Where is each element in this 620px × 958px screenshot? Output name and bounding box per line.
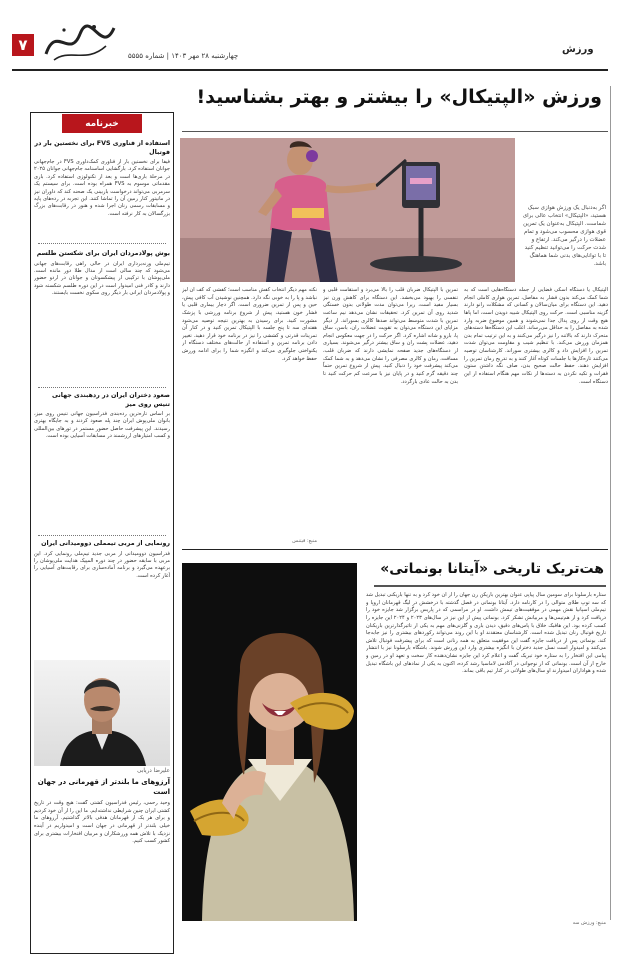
brief-divider	[38, 387, 166, 388]
brief-body: فدراسیون دوومیدانی از مربی جدید تیم‌ملی رونمایی کرد. این مربی با سابقه حضور در چند دوره المپیک هدایت ملی‌پوشان را برعهده می‌گیرد و برنامه آماده‌سازی برای رقابت‌های آسیایی را آغاز کرده است.	[34, 550, 170, 579]
brief-item	[34, 250, 170, 355]
page-side-rule	[610, 86, 611, 920]
brief-item	[34, 540, 170, 640]
logo-calligraphy-icon	[40, 18, 120, 68]
brief-title: صعود دختران ایران در ردهبندی جهانی تنیس روی میز	[52, 392, 170, 408]
second-headline: هت‌تریک تاریخی «آیتانا بونماتی»	[380, 561, 604, 577]
brief-title: استفاده از فناوری FVS برای نخستین بار در فوتبال	[34, 140, 170, 156]
header-divider	[12, 69, 608, 71]
second-headline-divider	[374, 585, 606, 587]
brief-title: رونمایی از مربی تیمملی دوومیدانی ایران	[41, 540, 170, 547]
second-article-credit: منبع: ورزش سه	[572, 920, 606, 926]
brief-item	[34, 392, 170, 502]
issue-date: چهارشنبه ۲۸ مهر ۱۴۰۳ | شماره ۵۵۵۵	[128, 52, 239, 60]
brief-body: بر اساس تازه‌ترین رده‌بندی فدراسیون جهانی تنیس روی میز، بانوان ملی‌پوش ایران چند پله صعود کردند و به جایگاه بهتری رسیدند. این پیشرفت حاصل حضور مستمر در تورهای بین‌المللی و کسب امتیازهای ارزشمند در مسابقات آسیایی بوده است.	[34, 411, 170, 440]
man-portrait-icon	[34, 660, 170, 766]
woman-holding-gold-boots-icon	[182, 563, 357, 921]
brief-body: فیفا برای نخستین بار از فناوری کمک‌داوری FVS در جام‌جهانی جوانان استفاده کرد. بازگشایی اساسنامه جام‌جهانی جوانان ۲۰۲۵ در مرحلهٔ بازی‌ها است و بعد از تکنولوژی استفاده کرد. بازی مقدماتی موسوم به FVS همراه بوده است. برای سیستم یک سرمربی می‌تواند درخواست بازبینی یک صحنه کند که داوران نیز در مانیتور کنار زمین آن را تماشا کنند. این تجربه در رده‌های پایه و مسابقات رسمی زنان اجرا شده و هنوز در رقابت‌های بزرگ بزرگسالان به کار نرفته است.	[34, 159, 170, 217]
headline-divider	[182, 131, 608, 132]
article-credit: منبع: فیتنس	[292, 538, 317, 544]
brief-item	[34, 140, 170, 218]
brief-title: بوش پولادمردان ایران برای شکستن طلسم	[36, 250, 170, 257]
article-column-right: الپتیکال یا دستگاه اسکی فضایی از جمله دستگاه‌هایی است که به شما کمک می‌کند بدون فشار به مفاصل، تمرین هوازی کاملی انجام دهید. این دستگاه برای میان‌سالان و کسانی که مشکلات زانو دارند گزینه مناسبی است. حرکت روی الپتیکال شبیه دویدن است، اما پاها هیچ وقت از روی پدال جدا نمی‌شوند و همین موضوع ضربه وارد شده به مفاصل را به حداقل می‌رساند. اغلب این دستگاه‌ها دسته‌های متحرک دارند که بالاتنه را نیز درگیر می‌کنند و به این ترتیب تمام بدن همزمان ورزش می‌کند. با تنظیم شیب و مقاومت می‌توان شدت تمرین را افزایش داد و کالری بیشتری سوزاند. کارشناسان توصیه می‌کنند تازه‌کارها با جلسات کوتاه آغاز کنند و به تدریج زمان تمرین را افزایش دهند. حفظ حالت صحیح بدن، صاف نگه داشتن ستون فقرات و تکیه نکردن به دسته‌ها از نکات مهم هنگام استفاده از این دستگاه است.	[464, 287, 608, 385]
columnist-name: علیرضا دریابی	[137, 768, 170, 774]
news-briefs-badge: خبرنامه	[62, 114, 142, 133]
columnist-photo	[34, 660, 170, 766]
article-column-middle: تمرین با الپتیکال ضربان قلب را بالا می‌برد و استقامت قلبی و تنفسی را بهبود می‌بخشد. این دستگاه برای کاهش وزن نیز بسیار مفید است، زیرا می‌توان مدت طولانی بدون خستگی شدید روی آن تمرین کرد. تحقیقات نشان می‌دهد نیم ساعت تمرین با شدت متوسط می‌تواند صدها کالری بسوزاند. از دیگر مزایای این دستگاه می‌توان به تقویت عضلات ران، باسن، ساق پا، بازو و شانه اشاره کرد. اگر حرکت را در جهت معکوس انجام دهید، عضلات پشت ران و ساق بیشتر درگیر می‌شوند. بسیاری از دستگاه‌های جدید صفحه نمایشی دارند که ضربان قلب، مسافت، زمان و کالری مصرفی را نشان می‌دهد و به شما کمک می‌کند پیشرفت خود را دنبال کنید. پیش از شروع تمرین حتماً چند دقیقه گرم کنید و در پایان نیز با سرعت کم حرکت کنید تا بدن به حالت عادی بازگردد.	[323, 287, 458, 385]
brief-divider	[38, 243, 166, 244]
second-article-body: ستاره بارسلونا برای سومین سال پیاپی عنوان بهترین بازیکن زن جهان را از آن خود کرد و به تنها بازیکنی تبدیل شد که سه توپ طلای متوالی را در کارنامه دارد. آیتانا بونماتی در فصل گذشته با درخشش در لیگ قهرمانان اروپا و تیم‌ملی اسپانیا نقش مهمی در موفقیت‌های تیمش داشت. او در مراسمی که در پاریس برگزار شد جایزه خود را دریافت کرد و از هم‌تیمی‌ها و مربیانش تشکر کرد. بونماتی پیش از این نیز در سال‌های ۲۰۲۳ و ۲۰۲۴ این جایزه را کسب کرده بود. این هافبک خلاق با پاس‌های دقیق، دیدن بازی و گلزنی‌های مهم به یکی از تاثیرگذارترین بازیکنان تاریخ فوتبال زنان تبدیل شده است. کارشناسان معتقدند او با این روند می‌تواند رکوردهای بیشتری را نیز جابه‌جا کند. بونماتی پس از دریافت جایزه گفت این موفقیت متعلق به همه زنانی است که برای پیشرفت فوتبال تلاش می‌کنند و امیدوار است نسل جدید دختران با انگیزه بیشتری وارد این ورزش شوند. باشگاه بارسلونا نیز با انتشار پیامی این افتخار را به ستاره خود تبریک گفت و اعلام کرد این جایزه نشان‌دهنده کار سخت و تعهد او در زمین و خارج از آن است. بونماتی که از نوجوانی در آکادمی لاماسیا رشد کرده، اکنون به یکی از نمادهای این باشگاه تبدیل شده و هواداران امیدوارند او سال‌های طولانی در کنار تیم باقی بماند.	[366, 592, 606, 675]
column-title: آرزوهای ما بلندتر از قهرمانی در جهان است	[37, 778, 170, 796]
section-divider	[182, 549, 608, 550]
page-number: ۷	[12, 34, 34, 56]
photo-caption: اگر به‌دنبال یک ورزش هوازی سبک هستید، «الپتیکال» انتخاب عالی برای شماست. الپتیکال به‌عنوان یک تمرین قوی هوازی محسوب می‌شود و تمام عضلات را درگیر می‌کند. ارتفاع و شدت حرکت را می‌توانید تنظیم کنید تا با توانایی‌های بدنی شما هماهنگ باشد.	[522, 205, 606, 267]
column-body: وحید رحمی، رئیس فدراسیون کشتی گفت: هیچ وقت در تاریخ کشتی ایران چنین شرایطی نداشته‌ایم. ما این را از آن خود کردیم و برای هر یک از قهرمانان هدفی بالاتر گذاشتیم. آرزوهای ما خیلی بلندتر از قهرمانی در جهان است و امیدواریم در آینده نزدیک با تلاش همه ورزشکاران و مربیان افتخارات بیشتری برای کشور کسب کنیم.	[34, 800, 170, 845]
section-title: ورزش	[562, 44, 594, 55]
player-with-boots-photo	[182, 563, 357, 921]
elliptical-exercise-photo	[180, 138, 515, 282]
main-headline: ورزش «الپتیکال» را بیشتر و بهتر بشناسید!	[196, 86, 602, 108]
woman-on-elliptical-icon	[180, 138, 515, 282]
brief-body: تیم‌ملی وزنه‌برداری ایران در حالی راهی رقابت‌های جهانی می‌شود که چند سالی است از مدال طلا دور مانده است. ملی‌پوشان با ترکیبی از پیشکسوتان و جوانان در اردو حضور دارند و کادر فنی امیدوار است در این دوره طلسم شکسته شود و پولادمردان ایرانی بار دیگر روی سکوی نخست بایستند.	[34, 260, 170, 296]
newspaper-logo	[40, 18, 120, 68]
brief-divider	[38, 535, 166, 536]
article-column-left: نکته مهم دیگر انتخاب کفش مناسب است؛ کفشی که کف آن لیز نباشد و پا را به خوبی نگه دارد. همچنین نوشیدن آب کافی پیش، حین و پس از تمرین ضروری است. اگر دچار بیماری قلبی یا فشار خون هستید، پیش از شروع برنامه ورزشی با پزشک مشورت کنید. برای رسیدن به بهترین نتیجه توصیه می‌شود هفته‌ای سه تا پنج جلسه با الپتیکال تمرین کنید و در کنار آن تمرینات قدرتی و کششی را نیز در برنامه خود قرار دهید. تغییر دادن برنامه تمرین و استفاده از حالت‌های مختلف دستگاه از یکنواختی جلوگیری می‌کند و انگیزه شما را برای ادامه ورزش حفظ خواهد کرد.	[182, 287, 317, 362]
